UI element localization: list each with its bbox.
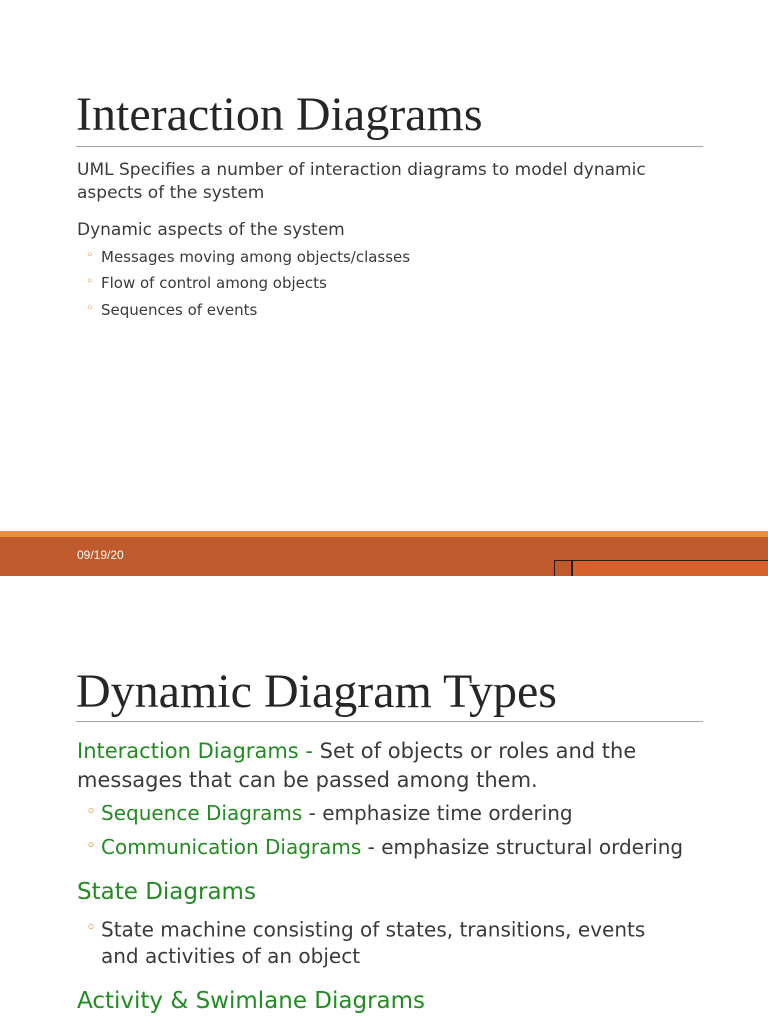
bullet-text: Sequences of events [101,301,258,319]
bullet-circle-icon: ◦ [86,301,94,317]
footer-slide-number-box [554,560,572,576]
bullet-item [86,301,257,320]
bullet-item-sequence [86,801,573,826]
slide-title: Dynamic Diagram Types [76,665,557,718]
bullet-text: Messages moving among objects/classes [101,248,411,266]
interaction-heading: Interaction Diagrams - [77,739,313,763]
state-diagrams-heading: State Diagrams [77,879,256,905]
bullet-item-communication [86,835,683,860]
bullet-circle-icon: ◦ [86,248,94,264]
bullet-circle-icon: ◦ [86,918,97,938]
state-desc-line-1: State machine consisting of states, transitions, events [101,917,646,942]
interaction-desc-line-2: messages that can be passed among them. [77,768,538,792]
intro-paragraph [77,159,646,205]
slide-dynamic-diagram-types [0,576,768,1024]
communication-desc: - emphasize structural ordering [361,835,684,859]
intro-line-1: UML Specifies a number of interaction diagrams to model dynamic [77,160,646,180]
bullet-item [86,248,410,267]
slide-title: Interaction Diagrams [76,88,483,141]
dynamic-aspects-heading: Dynamic aspects of the system [77,220,345,240]
bullet-item [86,274,327,293]
sequence-desc: - emphasize time ordering [302,801,573,825]
interaction-desc-line-1: Set of objects or roles and the [312,739,637,763]
bullet-circle-icon: ◦ [86,835,97,856]
footer-decoration-box [572,560,768,576]
communication-label: Communication Diagrams [101,835,362,859]
activity-diagrams-heading: Activity & Swimlane Diagrams [77,988,426,1014]
bullet-text: Flow of control among objects [101,274,327,292]
bullet-item-state [86,915,645,970]
bullet-circle-icon: ◦ [86,801,97,822]
interaction-paragraph [77,737,636,795]
title-divider [76,721,703,722]
footer-date: 09/19/20 [77,548,124,562]
state-desc-line-2: and activities of an object [101,944,361,969]
intro-line-2: aspects of the system [77,183,265,203]
title-divider [76,146,703,147]
sequence-label: Sequence Diagrams [101,801,303,825]
bullet-circle-icon: ◦ [86,274,94,290]
